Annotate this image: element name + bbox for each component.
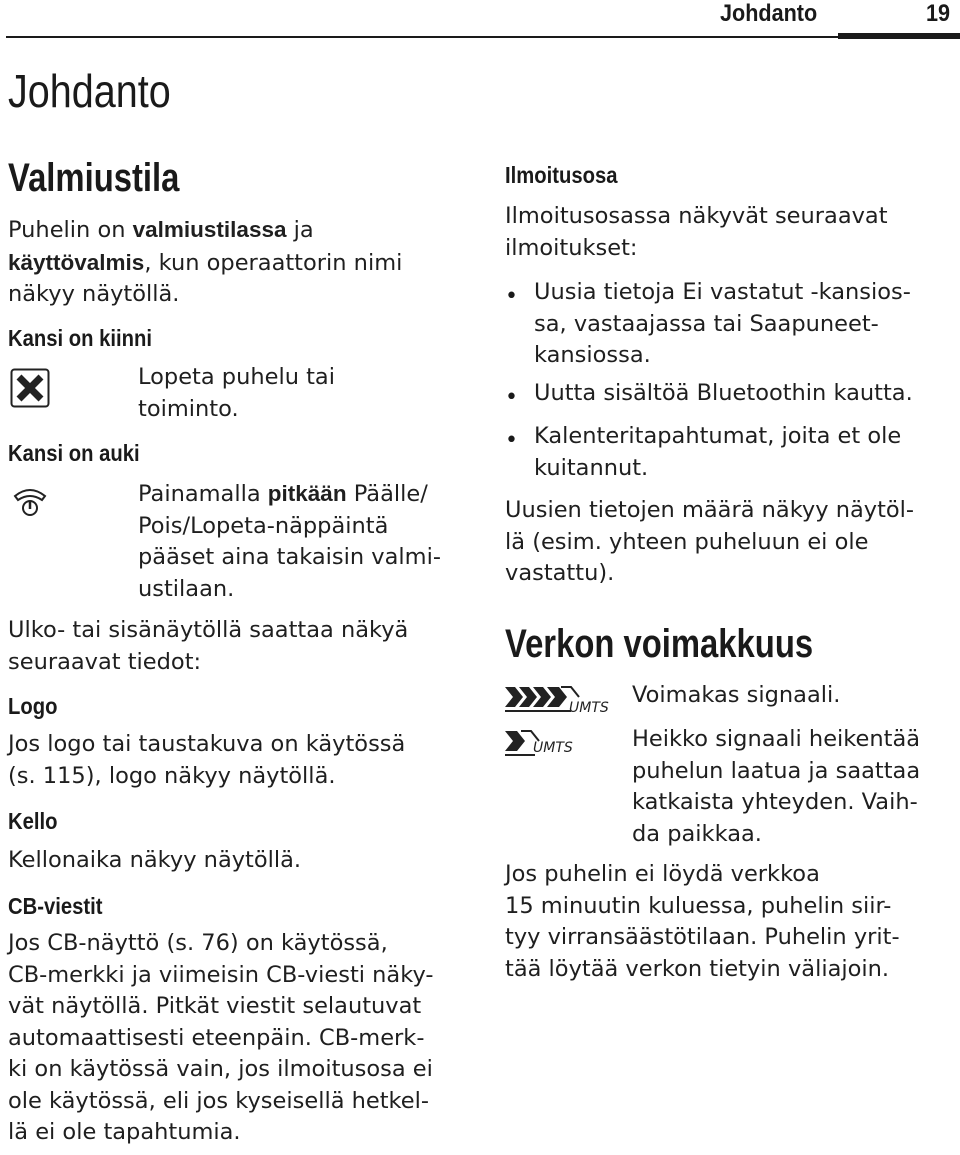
- svg-text:UMTS: UMTS: [533, 740, 573, 756]
- notice-count-paragraph: Uusien tietojen määrä näkyy näytöl- lä (esim. yhteen puheluun ei ole vastattu).: [505, 497, 915, 586]
- strong-signal-umts-icon: [505, 684, 620, 719]
- power-end-key-icon: [12, 484, 48, 525]
- closed-text: Lopeta puhelu tai toiminto.: [138, 364, 335, 422]
- heading-logo: Logo: [8, 693, 58, 719]
- cb-paragraph: Jos CB-näyttö (s. 76) on käytössä, CB-merkki ja viimeisin CB-viesti näky- vät näytöllä. Pitkät viestit selautuvat automaattisesti eteenpäin. CB-merk- ki on käytössä vain, jos ilmoitusosa ei ole käytössä, eli jos kyseisellä hetkel- lä ei ole tapahtumia.: [8, 930, 434, 1145]
- bullet-dot: •: [505, 284, 518, 309]
- heading-clock: Kello: [8, 808, 58, 834]
- header-rule: [6, 36, 960, 38]
- notice-paragraph: Ilmoitusosassa näkyvät seuraavat ilmoitukset:: [505, 203, 888, 261]
- heading-cb: CB-viestit: [8, 893, 103, 919]
- clock-paragraph: Kellonaika näkyy näytöllä.: [8, 847, 302, 873]
- running-header-title: Johdanto: [720, 0, 818, 27]
- page-title: Johdanto: [8, 65, 171, 117]
- intro-paragraph: Puhelin on valmiustilassa ja käyttövalmis, kun operaattorin nimi näkyy näytöllä.: [8, 217, 403, 307]
- svg-text:UMTS: UMTS: [569, 700, 609, 714]
- heading-notice: Ilmoitusosa: [505, 162, 618, 188]
- section-title-valmiustila: Valmiustila: [8, 156, 180, 200]
- logo-paragraph: Jos logo tai taustakuva on käytössä (s. 115), logo näkyy näytöllä.: [8, 731, 406, 789]
- end-call-x-icon: [10, 368, 50, 413]
- open-text: Painamalla pitkään Päälle/ Pois/Lopeta-näppäintä pääset aina takaisin valmi- ustilaan.: [138, 481, 441, 602]
- info-paragraph: Ulko- tai sisänäytöllä saattaa näkyä seuraavat tiedot:: [8, 617, 409, 675]
- page-number: 19: [926, 0, 951, 27]
- heading-closed: Kansi on kiinni: [8, 325, 152, 351]
- bullet-item-new-info: Uusia tietoja Ei vastatut -kansios- sa, vastaajassa tai Saapuneet- kansiossa.: [534, 279, 911, 368]
- heading-open: Kansi on auki: [8, 440, 140, 466]
- section-title-signal: Verkon voimakkuus: [505, 622, 814, 666]
- header-bar: [838, 33, 960, 39]
- weak-signal-umts-icon: [505, 728, 585, 763]
- bullet-dot: •: [505, 385, 518, 410]
- bullet-item-bluetooth: Uutta sisältöä Bluetoothin kautta.: [534, 380, 913, 406]
- no-network-paragraph: Jos puhelin ei löydä verkkoa 15 minuutin kuluessa, puhelin siir- tyy virransäästötilaan. Puhelin yrit- tää löytää verkon tietyin väliajoin.: [505, 861, 900, 982]
- weak-signal-text: Heikko signaali heikentää puhelun laatua ja saattaa katkaista yhteyden. Vaih- da paikkaa.: [632, 726, 921, 847]
- bullet-dot: •: [505, 428, 518, 453]
- bullet-item-calendar: Kalenteritapahtumat, joita et ole kuitannut.: [534, 423, 902, 481]
- strong-signal-text: Voimakas signaali.: [632, 682, 841, 708]
